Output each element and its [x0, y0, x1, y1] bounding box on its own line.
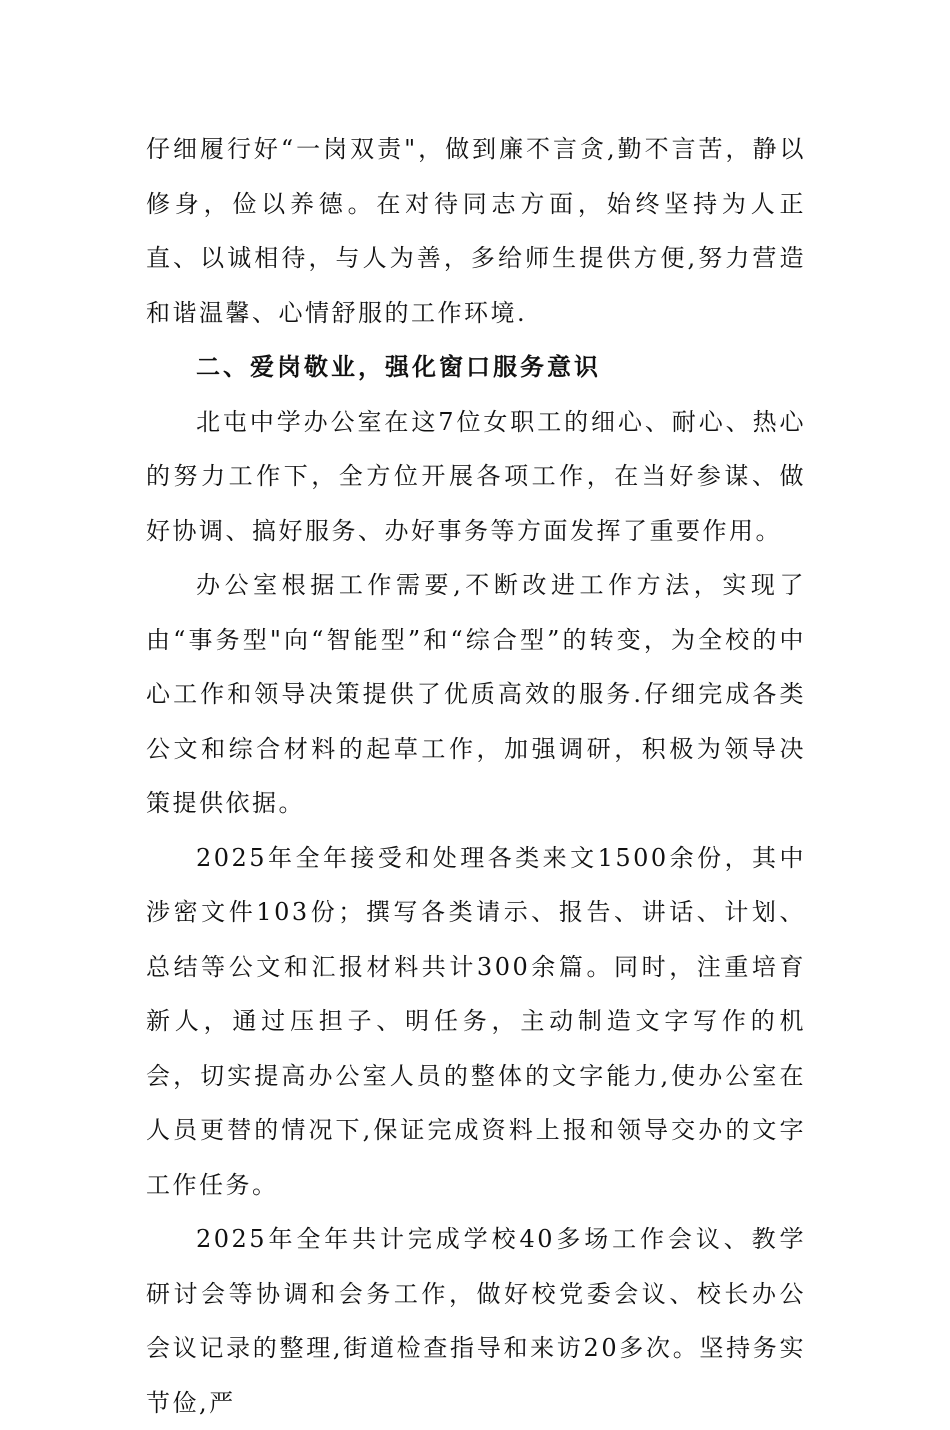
paragraph: 北屯中学办公室在这7位女职工的细心、耐心、热心的努力工作下，全方位开展各项工作，在当好参谋、做好协调、搞好服务、办好事务等方面发挥了重要作用。 [146, 407, 806, 545]
paragraph: 2025年全年共计完成学校40多场工作会议、教学研讨会等协调和会务工作，做好校党委会议、校长办公会议记录的整理,街道检查指导和来访20多次。坚持务实节俭,严 [146, 1225, 806, 1417]
paragraph: 2025年全年接受和处理各类来文1500余份，其中涉密文件103份；撰写各类请示、报告、讲话、计划、总结等公文和汇报材料共计300余篇。同时，注重培育新人，通过压担子、明任务，主动制造文字写作的机会，切实提高办公室人员的整体的文字能力,使办公室在人员更替的情况下,保证完成资料上报和领导交办的文字工作任务。 [146, 843, 806, 1199]
paragraph: 办公室根据工作需要,不断改进工作方法，实现了由“事务型"向“智能型”和“综合型”的转变，为全校的中心工作和领导决策提供了优质高效的服务.仔细完成各类公文和综合材料的起草工作，加强调研，积极为领导决策提供依据。 [146, 571, 806, 817]
section-heading: 二、爱岗敬业，强化窗口服务意识 [196, 353, 601, 381]
paragraph-continuation: 仔细履行好“一岗双责"，做到廉不言贪,勤不言苦，静以修身，俭以养德。在对待同志方面，始终坚持为人正直、以诚相待，与人为善，多给师生提供方便,努力营造和谐温馨、心情舒服的工作环境. [146, 135, 806, 327]
document-body [146, 122, 806, 1430]
